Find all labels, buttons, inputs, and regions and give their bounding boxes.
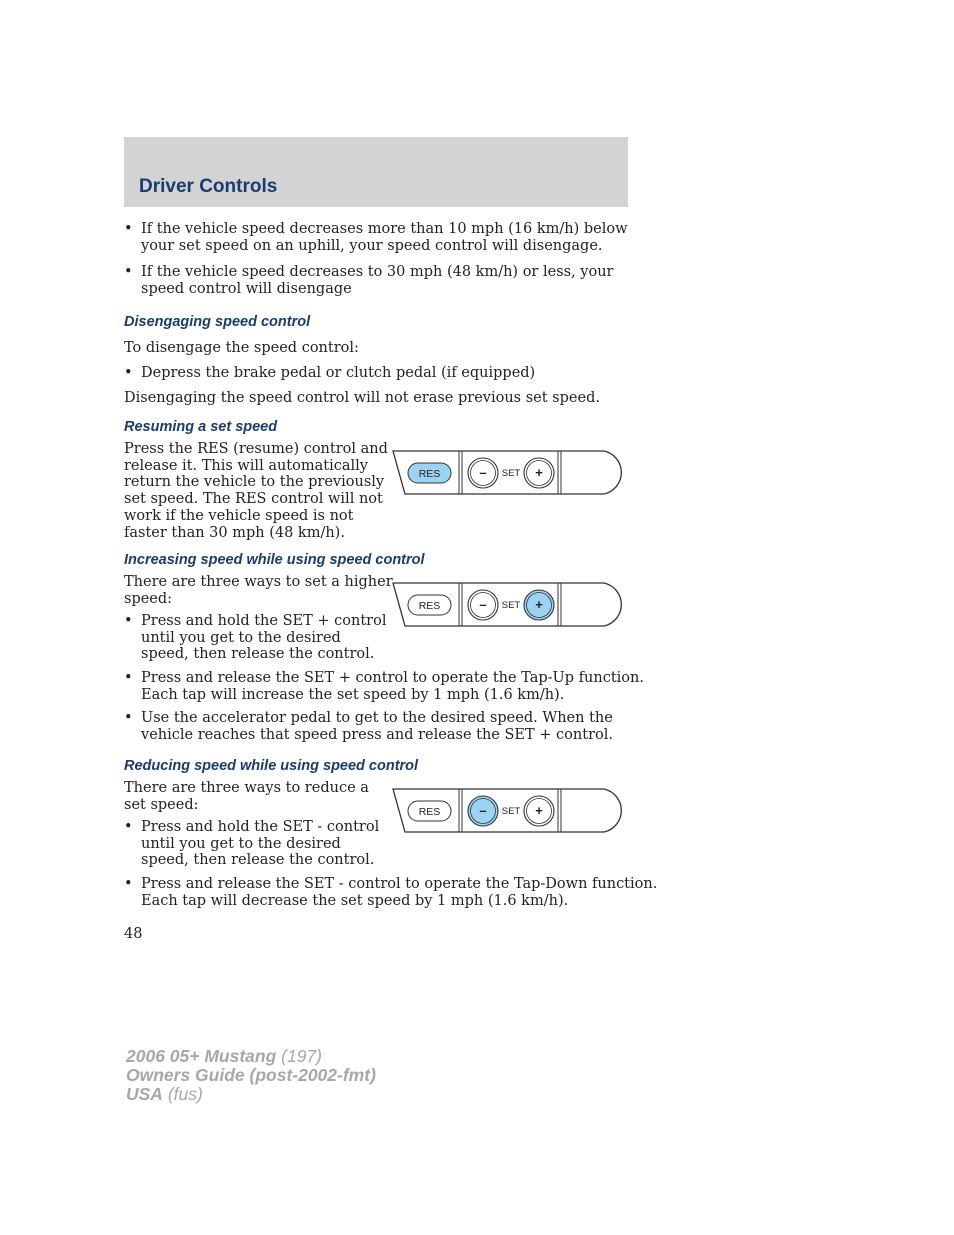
bullet-marker: •	[124, 613, 133, 629]
res-label: RES	[418, 806, 441, 818]
speed-control-panel-minus	[390, 788, 628, 834]
reducing-bullet-1: Press and hold the SET - control until you get to the desired speed, then release the control.	[141, 819, 380, 868]
increasing-bullet-1: Press and hold the SET + control until you get to the desired speed, then release the control.	[141, 613, 387, 662]
footer-guide: Owners Guide (post-2002-fmt)	[126, 1065, 376, 1085]
section-title: Driver Controls	[139, 176, 278, 197]
bullet-marker: •	[124, 365, 133, 381]
footer-model-code: (197)	[281, 1046, 323, 1066]
res-label: RES	[418, 600, 441, 612]
minus-label: –	[479, 465, 487, 480]
res-label: RES	[418, 468, 441, 480]
bullet-text: If the vehicle speed decreases to 30 mph (48 km/h) or less, your speed control will disengage	[141, 264, 614, 297]
bullet-marker: •	[124, 264, 133, 280]
increasing-bullet-2: Press and release the SET + control to operate the Tap-Up function. Each tap will increase the set speed by 1 mph (1.6 km/h).	[141, 670, 644, 703]
disengage-intro: To disengage the speed control:	[124, 340, 359, 356]
plus-label: +	[535, 465, 543, 480]
footer-model: 2006 05+ Mustang	[126, 1046, 277, 1066]
subheading-disengaging: Disengaging speed control	[124, 314, 311, 330]
minus-label: –	[479, 597, 487, 612]
disengage-note: Disengaging the speed control will not erase previous set speed.	[124, 390, 600, 406]
set-label: SET	[501, 468, 521, 479]
set-label: SET	[501, 806, 521, 817]
bullet-marker: •	[124, 670, 133, 686]
subheading-resuming: Resuming a set speed	[124, 419, 278, 435]
reducing-intro: There are three ways to reduce a set speed:	[124, 780, 369, 813]
footer-market-code: (fus)	[167, 1084, 203, 1104]
minus-label: –	[479, 803, 487, 818]
bullet-text: If the vehicle speed decreases more than 10 mph (16 km/h) below your set speed on an uphill, your speed control will disengage.	[141, 221, 628, 254]
disengage-bullet: Depress the brake pedal or clutch pedal (if equipped)	[141, 365, 536, 381]
bullet-marker: •	[124, 221, 133, 237]
bullet-marker: •	[124, 876, 133, 892]
document-footer	[126, 1047, 376, 1104]
reducing-bullet-2: Press and release the SET - control to operate the Tap-Down function. Each tap will decrease the set speed by 1 mph (1.6 km/h).	[141, 876, 658, 909]
subheading-increasing: Increasing speed while using speed control	[124, 552, 425, 568]
plus-label: +	[535, 597, 543, 612]
plus-label: +	[535, 803, 543, 818]
bullet-marker: •	[124, 710, 133, 726]
page-number: 48	[124, 926, 143, 942]
subheading-reducing: Reducing speed while using speed control	[124, 758, 419, 774]
speed-control-panel-res	[390, 450, 628, 496]
resuming-text: Press the RES (resume) control and release it. This will automatically return the vehicle to the previously set speed. The RES control will not work if the vehicle speed is not faster than 30 mph (48 km/h).	[124, 441, 388, 541]
bullet-marker: •	[124, 819, 133, 835]
footer-market: USA	[126, 1084, 163, 1104]
increasing-bullet-3: Use the accelerator pedal to get to the desired speed. When the vehicle reaches that speed press and release the SET + control.	[141, 710, 613, 743]
set-label: SET	[501, 600, 521, 611]
speed-control-panel-plus	[390, 582, 628, 628]
increasing-intro: There are three ways to set a higher speed:	[124, 574, 393, 607]
